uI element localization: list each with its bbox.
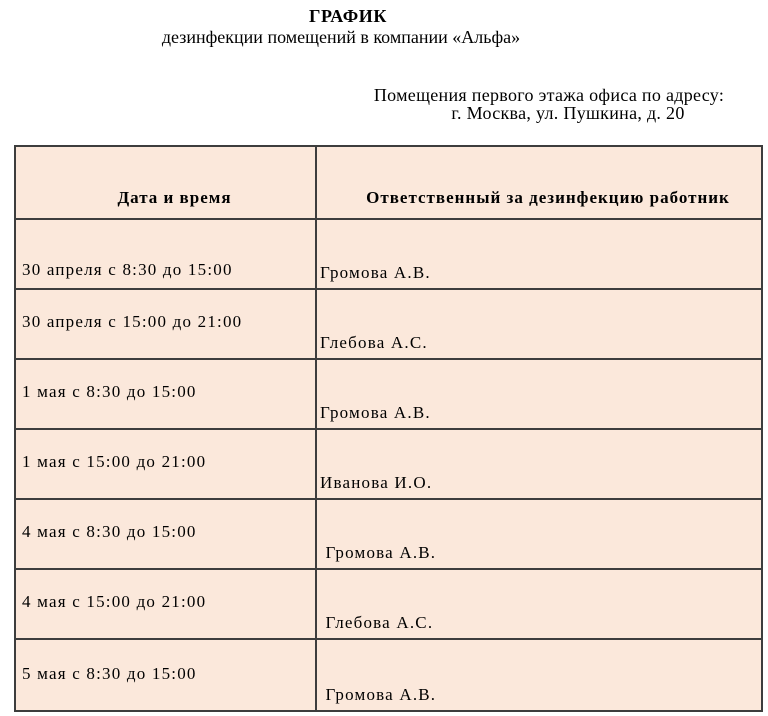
datetime-cell: 5 мая с 8:30 до 15:00 [15,639,316,711]
datetime-cell: 4 мая с 15:00 до 21:00 [15,569,316,639]
address-line-2: г. Москва, ул. Пушкина, д. 20 [451,103,685,123]
table-row [15,359,762,429]
datetime-cell: 30 апреля с 8:30 до 15:00 [15,219,316,289]
datetime-cell: 4 мая с 8:30 до 15:00 [15,499,316,569]
table-row [15,569,762,639]
table-row [15,499,762,569]
table-row [15,289,762,359]
datetime-cell: 1 мая с 15:00 до 21:00 [15,429,316,499]
document-subtitle: дезинфекции помещений в компании «Альфа» [161,27,521,47]
datetime-cell: 30 апреля с 15:00 до 21:00 [15,289,316,359]
table-row [15,639,762,711]
column-header-datetime: Дата и время [15,146,316,219]
table-row [15,429,762,499]
disinfection-schedule-table [14,145,763,712]
worker-cell: Громова А.В. [316,639,762,711]
table-header-row [15,146,762,219]
worker-cell: Глебова А.С. [316,569,762,639]
worker-cell: Громова А.В. [316,219,762,289]
document-title: ГРАФИК [308,6,388,26]
worker-cell: Глебова А.С. [316,289,762,359]
datetime-cell: 1 мая с 8:30 до 15:00 [15,359,316,429]
worker-cell: Иванова И.О. [316,429,762,499]
address-line-1: Помещения первого этажа офиса по адресу: [373,85,725,105]
worker-cell: Громова А.В. [316,499,762,569]
table-row [15,219,762,289]
column-header-worker: Ответственный за дезинфекцию работник [316,146,762,219]
worker-cell: Громова А.В. [316,359,762,429]
